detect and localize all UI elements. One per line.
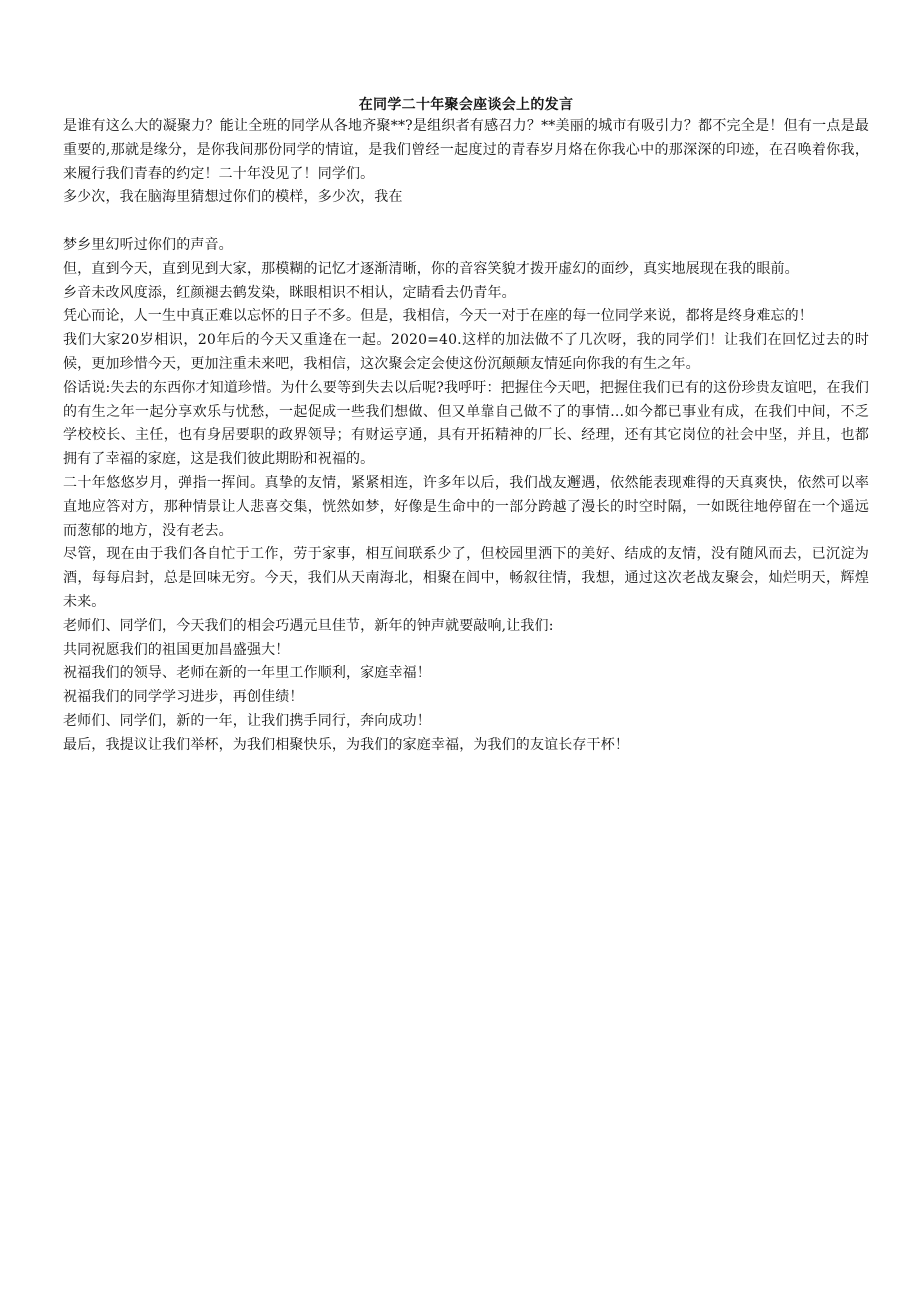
paragraph-15: 老师们、同学们，新的一年，让我们携手同行，奔向成功！ — [63, 712, 431, 729]
paragraph-5: 乡音未改风度添，红颜褪去鹤发染，眯眼相识不相认，定睛看去仍青年。 — [63, 284, 516, 301]
paragraph-3: 梦乡里幻听过你们的声音。 — [63, 236, 233, 253]
paragraph-7: 我们大家20岁相识，20年后的今天又重逢在一起。2020=40.这样的加法做不了几次呀，我的同学们！让我们在回忆过去的时候，更加珍惜今天，更加注重未来吧，我相信，这次聚会定会使这份沉颠颠友情延向你我的有生之年。 — [63, 332, 869, 372]
paragraph-4: 但，直到今天，直到见到大家，那模糊的记忆才逐渐清晰，你的音容笑貌才拨开虚幻的面纱，真实地展现在我的眼前。 — [63, 260, 799, 277]
paragraph-9: 二十年悠悠岁月，弹指一挥间。真挚的友情，紧紧相连，许多年以后，我们战友邂遇，依然能表现难得的天真爽快，依然可以率直地应答对方，那种情景让人悲喜交集，恍然如梦，好像是生命中的一部分跨越了漫长的时空时隔，一如既往地停留在一个遥远而葱郁的地方，没有老去。 — [63, 474, 869, 539]
paragraph-8: 俗话说:失去的东西你才知道珍惜。为什么要等到失去以后呢?我呼吁：把握住今天吧，把握住我们已有的这份珍贵友谊吧，在我们的有生之年一起分享欢乐与忧愁，一起促成一些我们想做、但又单靠自己做不了的事情…如今都已事业有成，在我们中间，不乏学校校长、主任，也有身居要职的政界领导；有财运亨通，具有开拓精神的厂长、经理，还有其它岗位的社会中坚，并且，也都拥有了幸福的家庭，这是我们彼此期盼和祝福的。 — [63, 379, 869, 468]
paragraph-1: 是谁有这么大的凝聚力？能让全班的同学从各地齐聚**?是组织者有感召力？**美丽的城市有吸引力？都不完全是！但有一点是最重要的,那就是缘分，是你我间那份同学的情谊，是我们曾经一起度过的青春岁月烙在你我心中的那深深的印迹，在召唤着你我，来履行我们青春的约定！二十年没见了！同学们。 — [63, 118, 869, 182]
paragraph-11: 老师们、同学们，今天我们的相会巧遇元旦佳节，新年的钟声就要敲响,让我们: — [63, 617, 554, 634]
paragraph-6: 凭心而论，人一生中真正难以忘怀的日子不多。但是，我相信，今天一对于在座的每一位同学来说，都将是终身难忘的！ — [63, 308, 813, 325]
paragraph-13: 祝福我们的领导、老师在新的一年里工作顺利，家庭幸福！ — [63, 665, 431, 682]
document-title: 在同学二十年聚会座谈会上的发言 — [358, 97, 574, 113]
document-page — [63, 93, 869, 758]
paragraph-16: 最后，我提议让我们举杯，为我们相聚快乐，为我们的家庭幸福，为我们的友谊长存干杯！ — [63, 736, 629, 753]
paragraph-10: 尽管，现在由于我们各自忙于工作，劳于家事，相互间联系少了，但校园里洒下的美好、结成的友情，没有随风而去，已沉淀为酒，每每启封，总是回味无穷。今天，我们从天南海北，相聚在闾中，畅叙往情，我想，通过这次老战友聚会，灿烂明天，辉煌未来。 — [63, 546, 869, 610]
paragraph-12: 共同祝愿我们的祖国更加昌盛强大！ — [63, 641, 290, 658]
paragraph-14: 祝福我们的同学学习进步，再创佳绩！ — [63, 689, 304, 706]
blank-line — [63, 210, 869, 234]
paragraph-2: 多少次，我在脑海里猜想过你们的模样，多少次，我在 — [63, 189, 403, 206]
